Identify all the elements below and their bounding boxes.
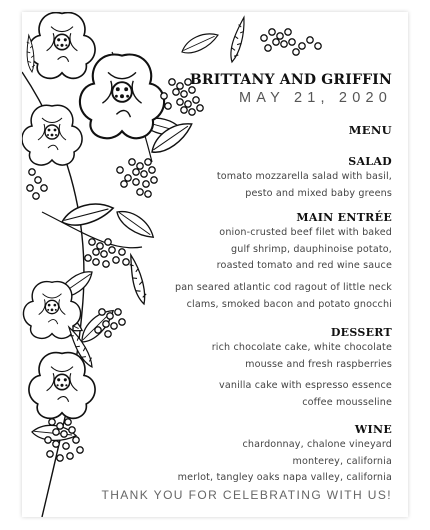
menu-line: gulf shrimp, dauphinoise potato, (230, 243, 392, 255)
menu-line: pan seared atlantic cod ragout of little neck (175, 282, 392, 293)
wine-list (178, 437, 392, 487)
main-item-beef (217, 225, 392, 275)
menu-line: clams, smoked bacon and potato gnocchi (186, 298, 392, 310)
dessert-item-vanilla (219, 378, 392, 411)
menu-line: vanilla cake with espresso essence (219, 380, 392, 391)
dessert-heading: DESSERT (330, 326, 392, 339)
menu-line: tomato mozzarella salad with basil, (216, 171, 392, 182)
menu-line: merlot, tangley oaks napa valley, california (177, 472, 392, 483)
menu-line: chardonnay, chalone vineyard (242, 439, 392, 450)
salad-item (217, 169, 392, 202)
menu-line: rich chocolate cake, white chocolate (211, 342, 392, 353)
couple-names: BRITTANY AND GRIFFIN (189, 72, 392, 88)
menu-line: coffee mousseline (302, 396, 392, 408)
main-item-cod (175, 280, 392, 313)
menu-title: MENU (348, 123, 392, 137)
thank-you-message: THANK YOU FOR CELEBRATING WITH US! (101, 488, 392, 502)
menu-line: monterey, california (292, 455, 392, 467)
menu-line: onion-crusted beef filet with baked (219, 227, 392, 238)
main-heading: MAIN ENTRÉE (296, 211, 392, 224)
dessert-item-chocolate (212, 340, 392, 373)
event-date: MAY 21, 2020 (239, 90, 392, 106)
menu-line: mousse and fresh raspberries (245, 358, 392, 370)
wine-heading: WINE (354, 423, 392, 436)
menu-line: pesto and mixed baby greens (245, 187, 392, 199)
menu-line: roasted tomato and red wine sauce (216, 260, 392, 271)
menu-card (22, 12, 408, 517)
salad-heading: SALAD (348, 155, 392, 168)
